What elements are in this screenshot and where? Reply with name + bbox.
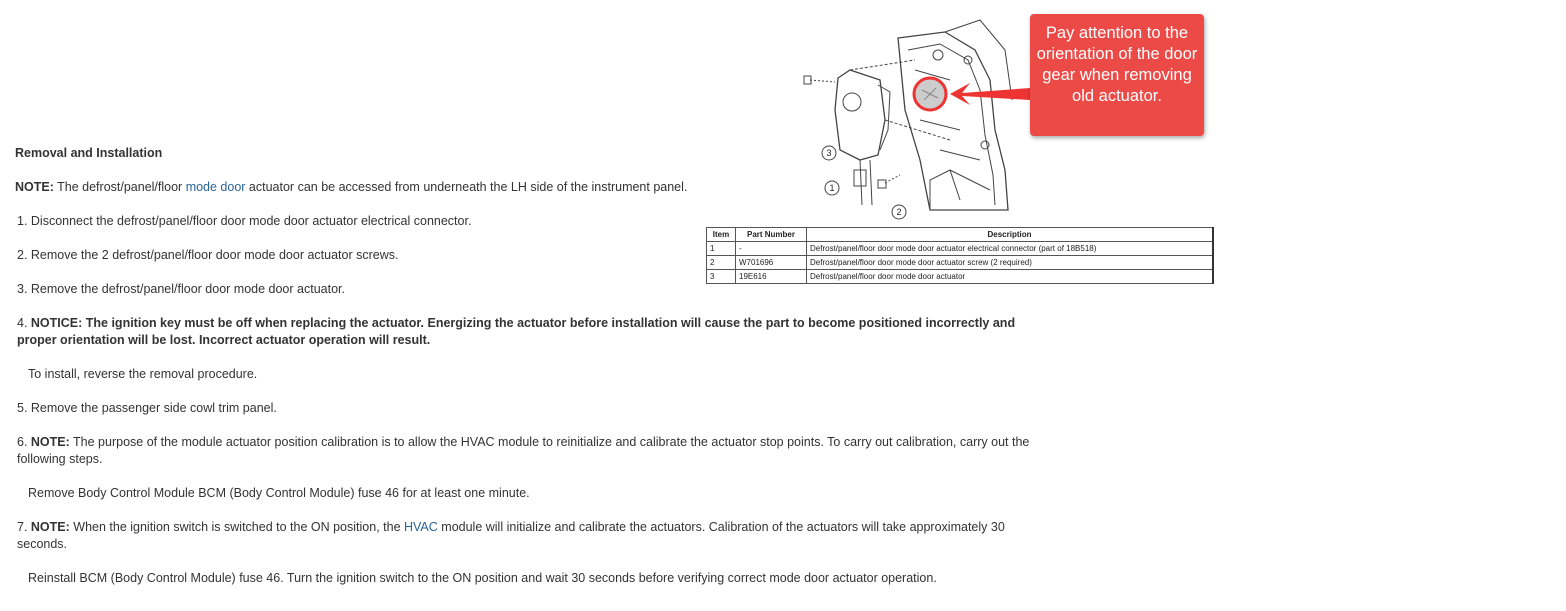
cell-item: 1 bbox=[707, 242, 736, 256]
diagram-label-2: 2 bbox=[896, 207, 902, 217]
note-text: actuator can be accessed from underneath the LH side of the instrument panel. bbox=[245, 180, 688, 194]
note-text: The purpose of the module actuator position calibration is to allow the HVAC module to reinitialize and calibrate the actuator stop points. To carry out calibration, carry out the following steps. bbox=[17, 435, 1030, 466]
cell-description: Defrost/panel/floor door mode door actuator electrical connector (part of 18B518) bbox=[807, 242, 1214, 256]
header-part-number: Part Number bbox=[736, 228, 807, 242]
step-number: 4. bbox=[17, 316, 31, 330]
step-7 bbox=[15, 519, 1045, 553]
step-3: 3. Remove the defrost/panel/floor door mode door actuator. bbox=[17, 282, 345, 296]
step-6-substep: Remove Body Control Module BCM (Body Control Module) fuse 46 for at least one minute. bbox=[28, 486, 530, 500]
section-title: Removal and Installation bbox=[15, 146, 163, 160]
cell-item: 2 bbox=[707, 256, 736, 270]
step-7-substep: Reinstall BCM (Body Control Module) fuse 46. Turn the ignition switch to the ON position and wait 30 seconds before verifying correct mode door actuator operation. bbox=[28, 571, 937, 585]
step-4 bbox=[15, 315, 1045, 349]
hvac-link[interactable]: HVAC bbox=[404, 520, 438, 534]
step-number: 6. bbox=[17, 435, 31, 449]
note-label: NOTE: bbox=[30, 435, 70, 449]
note-text: The defrost/panel/floor bbox=[53, 180, 186, 194]
cell-part-number: W701696 bbox=[736, 256, 807, 270]
cell-item: 3 bbox=[707, 270, 736, 284]
install-instruction: To install, reverse the removal procedure. bbox=[28, 367, 258, 381]
step-6 bbox=[15, 434, 1045, 468]
note-label: NOTE: bbox=[15, 180, 54, 194]
cell-description: Defrost/panel/floor door mode door actuator screw (2 required) bbox=[807, 256, 1214, 270]
header-description: Description bbox=[807, 228, 1214, 242]
note-text: module will initialize and calibrate the actuators. Calibration of the actuators will take approximately 30 seconds. bbox=[17, 520, 1005, 551]
diagram-label-1: 1 bbox=[829, 183, 835, 193]
note-label: NOTE: bbox=[30, 520, 70, 534]
step-1: 1. Disconnect the defrost/panel/floor door mode door actuator electrical connector. bbox=[17, 214, 472, 228]
cell-part-number: 19E616 bbox=[736, 270, 807, 284]
note-text: When the ignition switch is switched to the ON position, the bbox=[69, 520, 404, 534]
notice-text: NOTICE: The ignition key must be off when replacing the actuator. Energizing the actuator before installation will cause the part to become positioned incorrectly and proper orientation will be lost. Incorrect actuator operation will result. bbox=[17, 316, 1016, 347]
diagram-label-3: 3 bbox=[826, 148, 832, 158]
cell-description: Defrost/panel/floor door mode door actuator bbox=[807, 270, 1214, 284]
procedure-content bbox=[15, 145, 1045, 604]
intro-note bbox=[15, 179, 1045, 196]
step-2: 2. Remove the 2 defrost/panel/floor door mode door actuator screws. bbox=[17, 248, 399, 262]
mode-door-link[interactable]: mode door bbox=[185, 180, 246, 194]
cell-part-number: - bbox=[736, 242, 807, 256]
callout-annotation: Pay attention to the orientation of the door gear when removing old actuator. bbox=[1030, 14, 1204, 136]
step-number: 7. bbox=[17, 520, 31, 534]
header-item: Item bbox=[707, 228, 736, 242]
step-5: 5. Remove the passenger side cowl trim panel. bbox=[17, 401, 277, 415]
